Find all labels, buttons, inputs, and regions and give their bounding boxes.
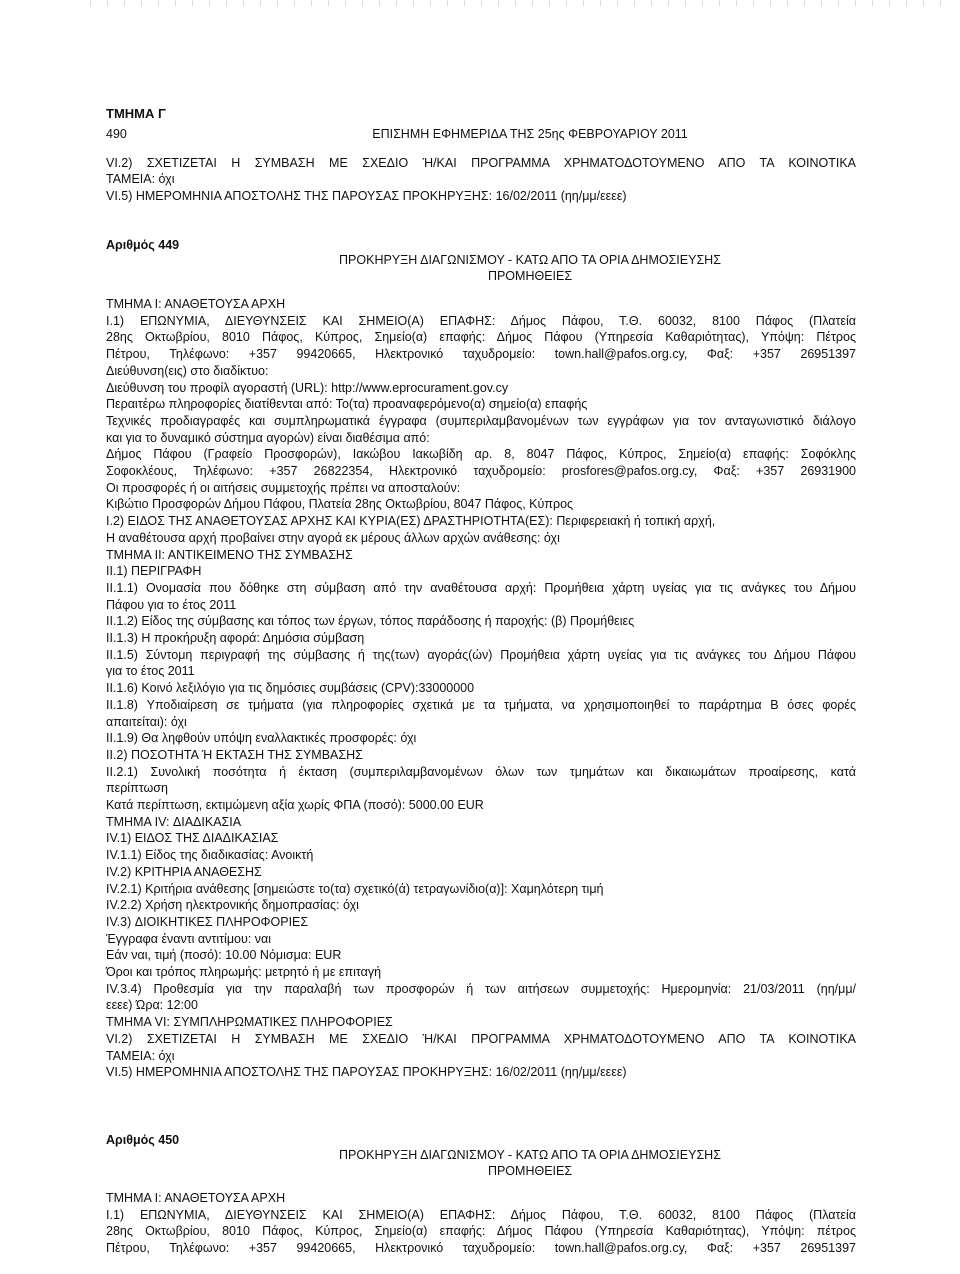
- notice-text-line: ΤΜΗΜΑ VI: ΣΥΜΠΛΗΡΩΜΑΤΙΚΕΣ ΠΛΗΡΟΦΟΡΙΕΣ: [106, 1015, 393, 1030]
- notice-text-line: Πέτρου, Τηλέφωνο: +357 99420665, Ηλεκτρονικό ταχυδρομείο: town.hall@pafos.org.cy, Φαξ: +357 26951397: [106, 347, 856, 362]
- notice-text-line: I.1) ΕΠΩΝΥΜΙΑ, ΔΙΕΥΘΥΝΣΕΙΣ ΚΑΙ ΣΗΜΕΙΟ(Α) ΕΠΑΦΗΣ: Δήμος Πάφου, Τ.Θ. 60032, 8100 Πάφος (Πλατεία: [106, 1207, 856, 1222]
- notice-text-line: Διεύθυνση(εις) στο διαδίκτυο:: [106, 363, 269, 378]
- notice-text-line: IV.2.1) Κριτήρια ανάθεσης [σημειώστε το(τα) σχετικό(ά) τετραγωνίδιο(α)]: Χαμηλότερη τιμή: [106, 881, 604, 896]
- notice-text-line: περίπτωση: [106, 781, 168, 796]
- notice-text-line: IV.3.4) Προθεσμία για την παραλαβή των προσφορών ή των αιτήσεων συμμετοχής: Ημερομηνία: 21/03/2011 (ηη/μμ/: [106, 981, 856, 996]
- notice-text-line: II.1.8) Υποδιαίρεση σε τμήματα (για πληροφορίες σχετικά με τα τμήματα, να χρησιμοποιηθεί το παράρτημα Β όσες φορές: [106, 697, 856, 712]
- notice-text-line: Η αναθέτουσα αρχή προβαίνει στην αγορά εκ μέρους άλλων αρχών ανάθεσης: όχι: [106, 530, 560, 545]
- notice-text-line: Δήμος Πάφου (Γραφείο Προσφορών), Ιακώβου Ιακωβίδη αρ. 8, 8047 Πάφος, Κύπρος, Σημείο(α) επαφής: Σοφόκλης: [106, 447, 856, 462]
- notice-text-line: Πέτρου, Τηλέφωνο: +357 99420665, Ηλεκτρονικό ταχυδρομείο: town.hall@pafos.org.cy, Φαξ: +357 26951397: [106, 1241, 856, 1256]
- notice-text-line: IV.2.2) Χρήση ηλεκτρονικής δημοπρασίας: όχι: [106, 898, 359, 913]
- carryover-line: VI.2) ΣΧΕΤΙΖΕΤΑΙ Η ΣΥΜΒΑΣΗ ΜΕ ΣΧΕΔΙΟ Ή/ΚΑΙ ΠΡΟΓΡΑΜΜΑ ΧΡΗΜΑΤΟΔΟΤΟΥΜΕΝΟ ΑΠΟ ΤΑ ΚΟΙΝΟΤΙΚΑ: [106, 156, 856, 170]
- notice-text-line: II.1.6) Κοινό λεξιλόγιο για τις δημόσιες συμβάσεις (CPV):33000000: [106, 681, 475, 696]
- notice-text-line: ΤΑΜΕΙΑ: όχι: [106, 1048, 175, 1063]
- notice-text-line: IV.1) ΕΙΔΟΣ ΤΗΣ ΔΙΑΔΙΚΑΣΙΑΣ: [106, 831, 279, 846]
- notice-text-line: VI.5) ΗΜΕΡΟΜΗΝΙΑ ΑΠΟΣΤΟΛΗΣ ΤΗΣ ΠΑΡΟΥΣΑΣ ΠΡΟΚΗΡΥΞΗΣ: 16/02/2011 (ηη/μμ/εεεε): [106, 1065, 627, 1080]
- notice-text-line: II.1.3) Η προκήρυξη αφορά: Δημόσια σύμβαση: [106, 631, 365, 645]
- notice-text-line: ΤΜΗΜΑ Ι: ΑΝΑΘΕΤΟΥΣΑ ΑΡΧΗ: [106, 297, 286, 311]
- notice-text-line: ΤΜΗΜΑ IV: ΔΙΑΔΙΚΑΣΙΑ: [106, 814, 242, 829]
- page-number: 490: [106, 127, 127, 141]
- notice-text-line: Όροι και τρόπος πληρωμής: μετρητό ή με επιταγή: [106, 965, 382, 979]
- scan-artifact: [90, 0, 950, 6]
- notice-text-line: II.1.5) Σύντομη περιγραφή της σύμβασης ή της(των) αγοράς(ών) Προμήθεια χάρτη υγείας για τις ανάγκες του Δήμου Πάφου: [106, 647, 856, 662]
- notice-text-line: 28ης Οκτωβρίου, 8010 Πάφος, Κύπρος, Σημείο(α) επαφής: Δήμος Πάφου (Υπηρεσία Καθαριότητας), Υπόψη: Πέτρος: [106, 330, 856, 345]
- notice-text-line: Πάφου για το έτος 2011: [106, 597, 237, 612]
- section-label: ΤΜΗΜΑ Γ: [106, 106, 166, 121]
- notice-text-line: Διεύθυνση του προφίλ αγοραστή (URL): http://www.eprocurament.gov.cy: [106, 380, 509, 395]
- notice-text-line: Κατά περίπτωση, εκτιμώμενη αξία χωρίς ΦΠΑ (ποσό): 5000.00 EUR: [106, 798, 484, 812]
- notice-text-line: Περαιτέρω πληροφορίες διατίθενται από: Το(τα) προαναφερόμενο(α) σημείο(α) επαφής: [106, 397, 588, 412]
- notice-text-line: 28ης Οκτωβρίου, 8010 Πάφος, Κύπρος, Σημείο(α) επαφής: Δήμος Πάφου (Υπηρεσία Καθαριότητας), Υπόψη: πέτρος: [106, 1224, 856, 1239]
- notice-text-line: Έγγραφα έναντι αντιτίμου: ναι: [106, 931, 272, 946]
- notice-text-line: ΤΜΗΜΑ Ι: ΑΝΑΘΕΤΟΥΣΑ ΑΡΧΗ: [106, 1191, 286, 1205]
- notice-number: Αριθμός 449: [106, 238, 180, 252]
- notice-text-line: Σοφοκλέους, Τηλέφωνο: +357 26822354, Ηλεκτρονικό ταχυδρομείο: prosfores@pafos.org.cy, Φαξ: +357 26931900: [106, 464, 856, 478]
- notice-number: Αριθμός 450: [106, 1133, 180, 1147]
- notice-text-line: II.1.1) Ονομασία που δόθηκε στη σύμβαση από την αναθέτουσα αρχή: Προμήθεια χάρτη υγείας για τις ανάγκες του Δήμου: [106, 580, 856, 595]
- notice-title: ΠΡΟΚΗΡΥΞΗ ΔΙΑΓΩΝΙΣΜΟΥ - ΚΑΤΩ ΑΠΟ ΤΑ ΟΡΙΑ ΔΗΜΟΣΙΕΥΣΗΣ: [339, 1148, 721, 1162]
- notice-text-line: εεεε) Ώρα: 12:00: [106, 998, 198, 1013]
- notice-text-line: II.1) ΠΕΡΙΓΡΑΦΗ: [106, 564, 202, 579]
- carryover-line: VI.5) ΗΜΕΡΟΜΗΝΙΑ ΑΠΟΣΤΟΛΗΣ ΤΗΣ ΠΑΡΟΥΣΑΣ ΠΡΟΚΗΡΥΞΗΣ: 16/02/2011 (ηη/μμ/εεεε): [106, 189, 627, 203]
- notice-text-line: Τεχνικές προδιαγραφές και συμπληρωματικά έγγραφα (συμπεριλαμβανομένων των εγγράφων για τον ανταγωνιστικό διάλογο: [106, 413, 856, 428]
- notice-text-line: IV.2) ΚΡΙΤΗΡΙΑ ΑΝΑΘΕΣΗΣ: [106, 864, 262, 879]
- notice-text-line: Οι προσφορές ή οι αιτήσεις συμμετοχής πρέπει να αποσταλούν:: [106, 480, 461, 495]
- notice-text-line: VI.2) ΣΧΕΤΙΖΕΤΑΙ Η ΣΥΜΒΑΣΗ ΜΕ ΣΧΕΔΙΟ Ή/ΚΑΙ ΠΡΟΓΡΑΜΜΑ ΧΡΗΜΑΤΟΔΟΤΟΥΜΕΝΟ ΑΠΟ ΤΑ ΚΟΙΝΟΤΙΚΑ: [106, 1031, 856, 1046]
- notice-text-line: και για το δυναμικό σύστημα αγορών) είναι διαθέσιμα από:: [106, 430, 430, 445]
- notice-text-line: IV.3) ΔΙΟΙΚΗΤΙΚΕΣ ΠΛΗΡΟΦΟΡΙΕΣ: [106, 914, 309, 929]
- notice-text-line: I.1) ΕΠΩΝΥΜΙΑ, ΔΙΕΥΘΥΝΣΕΙΣ ΚΑΙ ΣΗΜΕΙΟ(Α) ΕΠΑΦΗΣ: Δήμος Πάφου, Τ.Θ. 60032, 8100 Πάφος (Πλατεία: [106, 313, 856, 328]
- journal-title: ΕΠΙΣΗΜΗ ΕΦΗΜΕΡΙΔΑ ΤΗΣ 25ης ΦΕΒΡΟΥΑΡΙΟΥ 2011: [372, 127, 688, 141]
- notice-text-line: για το έτος 2011: [106, 664, 195, 679]
- notice-subtitle: ΠΡΟΜΗΘΕΙΕΣ: [487, 269, 573, 283]
- notice-text-line: II.1.9) Θα ληφθούν υπόψη εναλλακτικές προσφορές: όχι: [106, 731, 417, 746]
- notice-text-line: Κιβώτιο Προσφορών Δήμου Πάφου, Πλατεία 28ης Οκτωβρίου, 8047 Πάφος, Κύπρος: [106, 497, 574, 512]
- notice-text-line: II.2) ΠΟΣΟΤΗΤΑ Ή ΕΚΤΑΣΗ ΤΗΣ ΣΥΜΒΑΣΗΣ: [106, 747, 363, 762]
- carryover-line: ΤΑΜΕΙΑ: όχι: [106, 172, 175, 186]
- notice-title: ΠΡΟΚΗΡΥΞΗ ΔΙΑΓΩΝΙΣΜΟΥ - ΚΑΤΩ ΑΠΟ ΤΑ ΟΡΙΑ ΔΗΜΟΣΙΕΥΣΗΣ: [339, 253, 721, 267]
- notice-subtitle: ΠΡΟΜΗΘΕΙΕΣ: [487, 1164, 573, 1178]
- notice-text-line: ΤΜΗΜΑ ΙΙ: ΑΝΤΙΚΕΙΜΕΝΟ ΤΗΣ ΣΥΜΒΑΣΗΣ: [106, 547, 353, 562]
- notice-text-line: απαιτείται): όχι: [106, 714, 187, 729]
- notice-text-line: II.2.1) Συνολική ποσότητα ή έκταση (συμπεριλαμβανομένων όλων των τμημάτων και δικαιωμάτων προαίρεσης, κατά: [106, 764, 856, 779]
- notice-text-line: I.2) ΕΙΔΟΣ ΤΗΣ ΑΝΑΘΕΤΟΥΣΑΣ ΑΡΧΗΣ ΚΑΙ ΚΥΡΙΑ(ΕΣ) ΔΡΑΣΤΗΡΙΟΤΗΤΑ(ΕΣ): Περιφερειακή ή τοπική αρχή,: [106, 514, 716, 529]
- notice-text-line: IV.1.1) Είδος της διαδικασίας: Ανοικτή: [106, 848, 314, 863]
- notice-text-line: Εάν ναι, τιμή (ποσό): 10.00 Νόμισμα: EUR: [106, 948, 342, 963]
- notice-text-line: II.1.2) Είδος της σύμβασης και τόπος των έργων, τόπος παράδοσης ή παροχής: (β) Προμήθειες: [106, 614, 635, 629]
